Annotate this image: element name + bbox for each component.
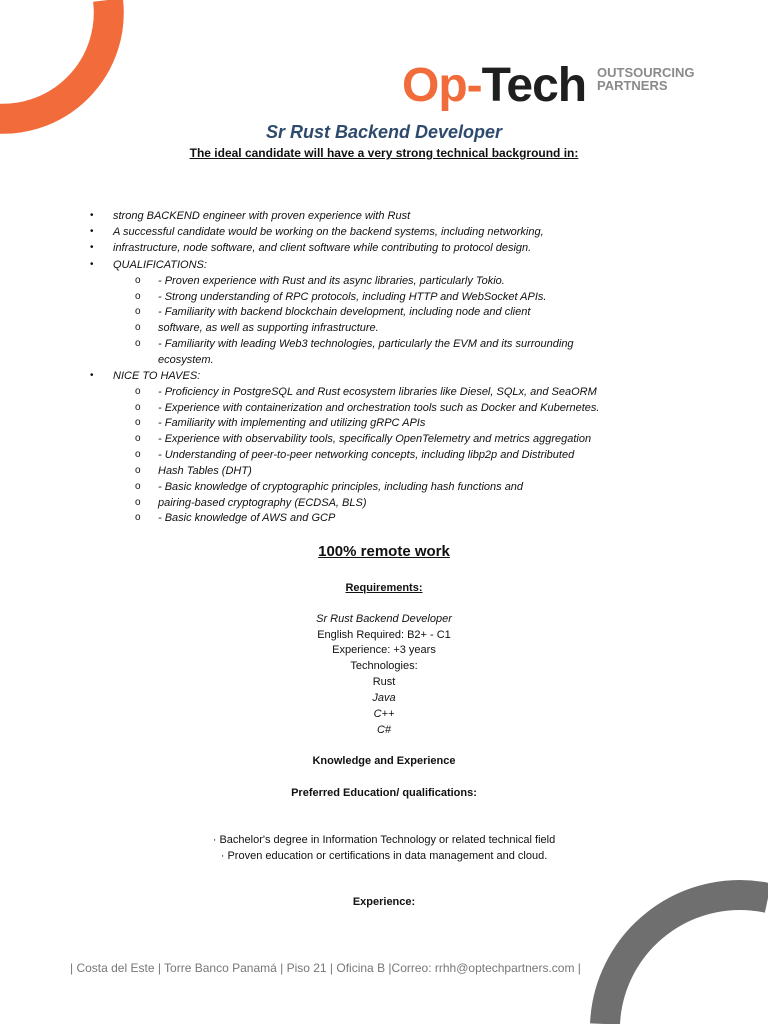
nice-item: - Basic knowledge of AWS and GCP bbox=[158, 512, 336, 524]
requirements-heading: Requirements: bbox=[345, 582, 423, 594]
nice-item: - Understanding of peer-to-peer networking concepts, including libp2p and Distributed bbox=[158, 449, 575, 461]
education-item: · Bachelor's degree in Information Technology or related technical field bbox=[212, 834, 556, 846]
education-heading: Preferred Education/ qualifications: bbox=[291, 787, 477, 799]
bullet-item: infrastructure, node software, and client software while contributing to protocol design. bbox=[113, 242, 532, 254]
sub-bullet-marker: o bbox=[135, 497, 141, 508]
nice-header: NICE TO HAVES: bbox=[113, 370, 201, 382]
logo-tagline-2: PARTNERS bbox=[597, 78, 668, 93]
qualification-item: - Familiarity with backend blockchain development, including node and client bbox=[158, 306, 531, 318]
nice-item: pairing-based cryptography (ECDSA, BLS) bbox=[158, 497, 367, 509]
sub-bullet-marker: o bbox=[135, 481, 141, 492]
qualification-item: - Proven experience with Rust and its async libraries, particularly Tokio. bbox=[158, 275, 505, 287]
nice-item: Hash Tables (DHT) bbox=[158, 465, 252, 477]
bullet-item: A successful candidate would be working on the backend systems, including networking, bbox=[113, 226, 544, 238]
tech-item: C# bbox=[376, 724, 392, 736]
nice-item: - Familiarity with implementing and utilizing gRPC APIs bbox=[158, 417, 426, 429]
sub-bullet-marker: o bbox=[135, 402, 141, 413]
sub-bullet-marker: o bbox=[135, 449, 141, 460]
bullet-marker: • bbox=[90, 370, 94, 381]
sub-bullet-marker: o bbox=[135, 386, 141, 397]
qualifications-header: QUALIFICATIONS: bbox=[113, 259, 207, 271]
job-title: Sr Rust Backend Developer bbox=[265, 122, 503, 142]
requirement-role: Sr Rust Backend Developer bbox=[316, 613, 452, 625]
bullet-item: strong BACKEND engineer with proven experience with Rust bbox=[113, 210, 411, 222]
knowledge-heading: Knowledge and Experience bbox=[312, 755, 456, 767]
nice-item: - Experience with containerization and orchestration tools such as Docker and Kubernetes. bbox=[158, 402, 600, 414]
requirement-english: English Required: B2+ - C1 bbox=[317, 629, 451, 641]
nice-item: - Proficiency in PostgreSQL and Rust ecosystem libraries like Diesel, SQLx, and SeaORM bbox=[158, 386, 597, 398]
logo-brand bbox=[402, 58, 586, 114]
bullet-marker: • bbox=[90, 210, 94, 221]
requirement-experience: Experience: +3 years bbox=[332, 644, 436, 656]
tech-item: C++ bbox=[373, 708, 395, 720]
logo-tagline bbox=[597, 66, 707, 92]
experience-heading: Experience: bbox=[352, 896, 416, 908]
logo-dash: - bbox=[466, 59, 482, 112]
technologies-label: Technologies: bbox=[350, 660, 418, 672]
sub-bullet-marker: o bbox=[135, 338, 141, 349]
logo-op: Op bbox=[402, 59, 467, 112]
tech-item: Java bbox=[372, 692, 396, 704]
sub-bullet-marker: o bbox=[135, 465, 141, 476]
bullet-marker: • bbox=[90, 242, 94, 253]
sub-bullet-marker: o bbox=[135, 322, 141, 333]
sub-bullet-marker: o bbox=[135, 417, 141, 428]
qualification-item: ecosystem. bbox=[158, 354, 214, 366]
nice-item: - Basic knowledge of cryptographic principles, including hash functions and bbox=[158, 481, 524, 493]
logo-tagline-1: OUTSOURCING bbox=[597, 65, 695, 80]
sub-bullet-marker: o bbox=[135, 291, 141, 302]
qualification-item: - Strong understanding of RPC protocols, including HTTP and WebSocket APIs. bbox=[158, 291, 547, 303]
footer-address: | Costa del Este | Torre Banco Panamá | Piso 21 | Oficina B |Correo: rrhh@optechpartners.com | bbox=[70, 961, 581, 975]
education-item: · Proven education or certifications in data management and cloud. bbox=[220, 850, 548, 862]
sub-bullet-marker: o bbox=[135, 433, 141, 444]
tech-item: Rust bbox=[372, 676, 396, 688]
bullet-marker: • bbox=[90, 226, 94, 237]
sub-bullet-marker: o bbox=[135, 275, 141, 286]
logo-tech: Tech bbox=[481, 59, 587, 112]
qualification-item: software, as well as supporting infrastructure. bbox=[158, 322, 379, 334]
job-subtitle: The ideal candidate will have a very strong technical background in: bbox=[189, 146, 579, 160]
sub-bullet-marker: o bbox=[135, 306, 141, 317]
nice-item: - Experience with observability tools, specifically OpenTelemetry and metrics aggregation bbox=[158, 433, 592, 445]
remote-work-heading: 100% remote work bbox=[318, 543, 450, 560]
bullet-marker: • bbox=[90, 259, 94, 270]
qualification-item: - Familiarity with leading Web3 technologies, particularly the EVM and its surrounding bbox=[158, 338, 574, 350]
sub-bullet-marker: o bbox=[135, 512, 141, 523]
